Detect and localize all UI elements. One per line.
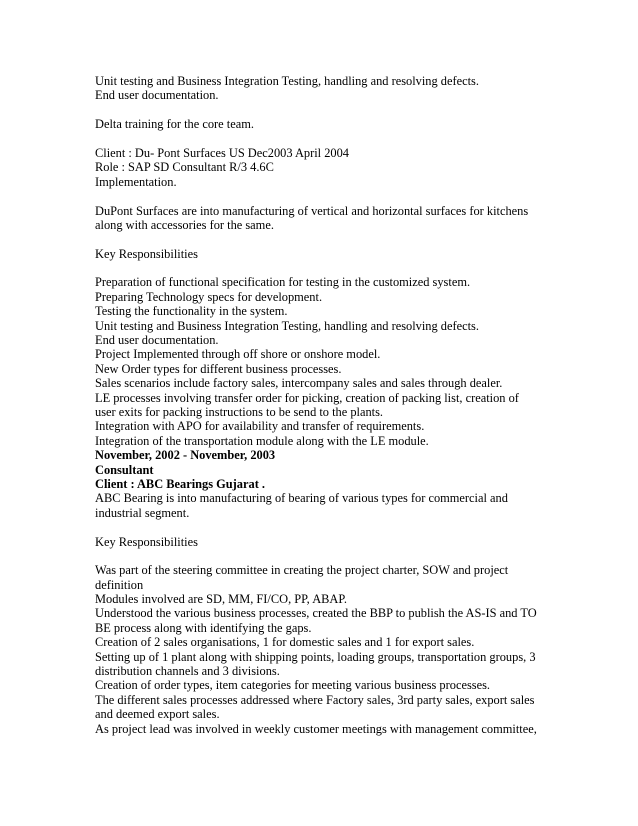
paragraph bbox=[95, 563, 535, 736]
document-page bbox=[95, 74, 535, 736]
paragraph-gap bbox=[95, 261, 535, 275]
text-line: Client : Du- Pont Surfaces US Dec2003 April 2004 bbox=[95, 145, 349, 160]
paragraph-gap bbox=[95, 103, 535, 117]
paragraph-gap bbox=[95, 549, 535, 563]
paragraph bbox=[95, 275, 535, 520]
text-line: and deemed export sales. bbox=[95, 707, 220, 722]
paragraph bbox=[95, 204, 535, 233]
text-line: Understood the various business processes, created the BBP to publish the AS-IS and TO bbox=[95, 606, 537, 621]
text-line: BE process along with identifying the gaps. bbox=[95, 620, 312, 635]
text-line: Role : SAP SD Consultant R/3 4.6C bbox=[95, 160, 274, 175]
text-line: Integration with APO for availability and transfer of requirements. bbox=[95, 419, 425, 434]
paragraph bbox=[95, 146, 535, 189]
bold-text-line: Consultant bbox=[95, 462, 154, 477]
text-line: definition bbox=[95, 577, 144, 592]
text-line: Unit testing and Business Integration Testing, handling and resolving defects. bbox=[95, 318, 479, 333]
text-line: Sales scenarios include factory sales, intercompany sales and sales through dealer. bbox=[95, 376, 503, 391]
text-line: user exits for packing instructions to be send to the plants. bbox=[95, 404, 384, 419]
text-line: End user documentation. bbox=[95, 333, 219, 348]
text-line: industrial segment. bbox=[95, 505, 190, 520]
paragraph-gap bbox=[95, 520, 535, 534]
text-line: Project Implemented through off shore or onshore model. bbox=[95, 347, 381, 362]
text-line: Creation of 2 sales organisations, 1 for domestic sales and 1 for export sales. bbox=[95, 635, 475, 650]
text-line: Preparing Technology specs for development. bbox=[95, 289, 323, 304]
text-line: Key Responsibilities bbox=[95, 534, 198, 549]
paragraph bbox=[95, 247, 535, 261]
text-line: Modules involved are SD, MM, FI/CO, PP, ABAP. bbox=[95, 592, 347, 607]
text-line: Setting up of 1 plant along with shipping points, loading groups, transportation groups, 3 bbox=[95, 649, 536, 664]
paragraph bbox=[95, 74, 535, 103]
text-line: Testing the functionality in the system. bbox=[95, 304, 288, 319]
text-line: Creation of order types, item categories for meeting various business processes. bbox=[95, 678, 491, 693]
text-line: distribution channels and 3 divisions. bbox=[95, 664, 280, 679]
text-line: As project lead was involved in weekly customer meetings with management committee, bbox=[95, 721, 537, 736]
text-line: Integration of the transportation module along with the LE module. bbox=[95, 433, 429, 448]
text-line: New Order types for different business processes. bbox=[95, 361, 342, 376]
text-line: Unit testing and Business Integration Testing, handling and resolving defects. bbox=[95, 74, 479, 88]
text-line: Implementation. bbox=[95, 174, 177, 189]
text-line: Key Responsibilities bbox=[95, 246, 198, 261]
text-line: DuPont Surfaces are into manufacturing of vertical and horizontal surfaces for kitchens bbox=[95, 203, 529, 218]
paragraph-gap bbox=[95, 232, 535, 246]
text-line: The different sales processes addressed where Factory sales, 3rd party sales, export sales bbox=[95, 692, 535, 707]
text-line: End user documentation. bbox=[95, 88, 219, 103]
paragraph bbox=[95, 117, 535, 131]
bold-text-line: November, 2002 - November, 2003 bbox=[95, 448, 276, 463]
text-line: Was part of the steering committee in creating the project charter, SOW and project bbox=[95, 563, 509, 578]
text-line: Delta training for the core team. bbox=[95, 117, 254, 132]
text-line: along with accessories for the same. bbox=[95, 217, 274, 232]
text-line: LE processes involving transfer order for picking, creation of packing list, creation of bbox=[95, 390, 519, 405]
text-line: ABC Bearing is into manufacturing of bearing of various types for commercial and bbox=[95, 491, 508, 506]
paragraph-gap bbox=[95, 189, 535, 203]
bold-text-line: Client : ABC Bearings Gujarat . bbox=[95, 476, 266, 491]
paragraph bbox=[95, 535, 535, 549]
text-line: Preparation of functional specification for testing in the customized system. bbox=[95, 275, 471, 290]
paragraph-gap bbox=[95, 132, 535, 146]
